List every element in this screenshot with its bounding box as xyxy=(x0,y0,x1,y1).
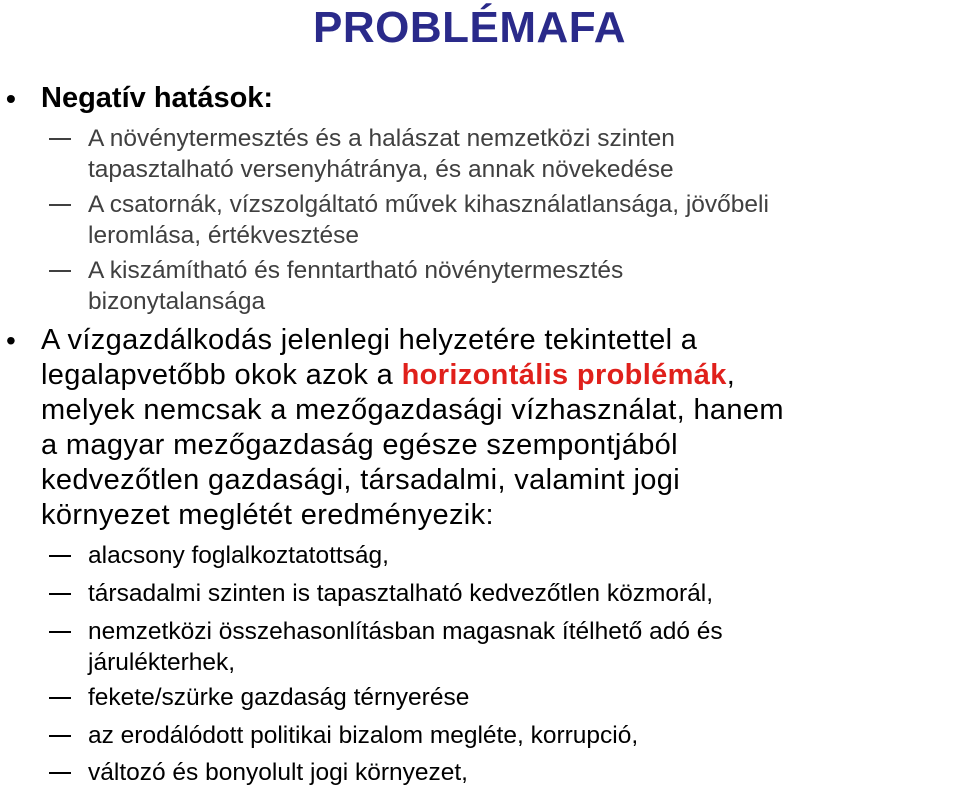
item-line: A kiszámítható és fenntartható növénytermesztés xyxy=(88,257,624,284)
dash-icon xyxy=(49,697,71,699)
cause-item-2 xyxy=(88,578,713,609)
item-line: járulékterhek, xyxy=(88,649,236,676)
negative-effect-item-2 xyxy=(88,189,769,251)
dash-icon xyxy=(49,735,71,737)
item-line: az erodálódott politikai bizalom megléte, korrupció, xyxy=(88,722,639,749)
dash-icon xyxy=(49,772,71,774)
paragraph-line: környezet meglétét eredményezik: xyxy=(41,499,494,531)
item-line: leromlása, értékvesztése xyxy=(88,222,359,249)
negative-effects-heading-text: Negatív hatások: xyxy=(41,82,274,114)
item-line: változó és bonyolult jogi környezet, xyxy=(88,759,468,786)
paragraph-line: kedvezőtlen gazdasági, társadalmi, valamint jogi xyxy=(41,464,681,496)
cause-item-4 xyxy=(88,682,469,713)
item-line: társadalmi szinten is tapasztalható kedvezőtlen közmorál, xyxy=(88,580,714,607)
highlight-text: horizontális problémák xyxy=(401,359,727,391)
dash-icon xyxy=(49,631,71,633)
item-line: bizonytalansága xyxy=(88,288,266,315)
item-line: A csatornák, vízszolgáltató művek kihasználatlansága, jövőbeli xyxy=(88,191,769,218)
paragraph-line: A vízgazdálkodás jelenlegi helyzetére tekintettel a xyxy=(41,324,698,356)
item-line: A növénytermesztés és a halászat nemzetközi szinten xyxy=(88,125,675,152)
negative-effect-item-3 xyxy=(88,255,623,317)
paragraph-line: a magyar mezőgazdaság egésze szempontjából xyxy=(41,429,678,461)
paragraph-line: , xyxy=(726,359,736,391)
item-line: fekete/szürke gazdaság térnyerése xyxy=(88,684,470,711)
item-line: tapasztalható versenyhátránya, és annak növekedése xyxy=(88,156,674,183)
dash-icon xyxy=(49,138,71,140)
negative-effects-heading xyxy=(6,81,274,116)
cause-item-6 xyxy=(88,757,468,788)
cause-item-3 xyxy=(88,616,723,678)
dash-icon xyxy=(49,270,71,272)
dash-icon xyxy=(49,204,71,206)
bullet-icon: • xyxy=(6,325,17,356)
dash-icon xyxy=(49,593,71,595)
cause-item-1 xyxy=(88,540,389,571)
item-line: nemzetközi összehasonlításban magasnak ítélhető adó és xyxy=(88,618,723,645)
cause-item-5 xyxy=(88,720,638,751)
paragraph-line: melyek nemcsak a mezőgazdasági vízhasználat, hanem xyxy=(41,394,784,426)
paragraph-line: legalapvetőbb okok azok a xyxy=(41,359,402,391)
dash-icon xyxy=(49,555,71,557)
horizontal-problems-paragraph xyxy=(6,323,784,533)
negative-effect-item-1 xyxy=(88,123,675,185)
page-title: PROBLÉMAFA xyxy=(313,3,626,52)
bullet-icon: • xyxy=(6,83,16,114)
item-line: alacsony foglalkoztatottság, xyxy=(88,542,389,569)
